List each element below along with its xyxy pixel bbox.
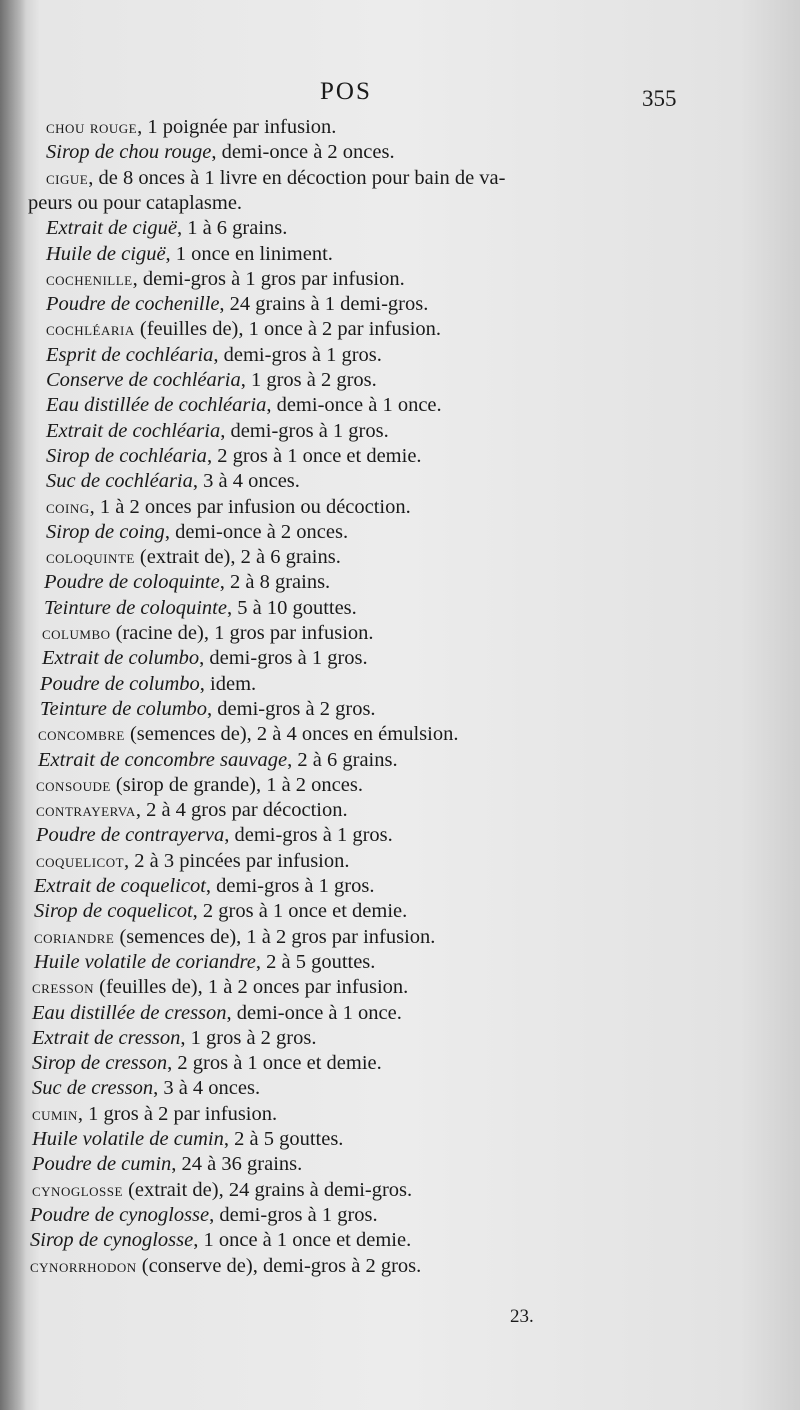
- text-line: [46, 114, 336, 140]
- preparation-name: Huile de ciguë: [46, 242, 166, 265]
- entry-headword: coquelicot: [36, 850, 125, 871]
- text-line: [46, 468, 300, 494]
- text-line: [46, 342, 382, 368]
- text-line: [42, 620, 374, 646]
- preparation-name: Suc de cochléaria: [46, 470, 193, 493]
- text-line: [40, 671, 256, 697]
- dosage-text: , 3 à 4 onces.: [192, 470, 300, 493]
- text-line: [46, 544, 341, 570]
- text-line: [46, 291, 428, 317]
- text-line: [32, 1025, 317, 1051]
- text-line: [32, 974, 408, 1000]
- text-line: [36, 797, 348, 823]
- entry-text: (extrait de), 24 grains à demi-gros.: [122, 1178, 413, 1201]
- text-line: [30, 1253, 421, 1279]
- preparation-name: Poudre de cynoglosse: [30, 1203, 210, 1226]
- preparation-name: Poudre de cochenille: [46, 293, 220, 316]
- entry-text: (semences de), 2 à 4 onces en émulsion.: [124, 723, 459, 746]
- text-line: [38, 721, 458, 747]
- entry-text: , 2 à 3 pincées par infusion.: [124, 849, 350, 872]
- dosage-text: , 1 gros à 2 gros.: [180, 1026, 317, 1049]
- text-line: [32, 1075, 260, 1101]
- preparation-name: Suc de cresson: [32, 1077, 154, 1100]
- entry-headword: cynoglosse: [32, 1179, 123, 1200]
- entry-headword: consoude: [36, 774, 111, 795]
- text-line: [34, 924, 435, 950]
- entry-headword: contrayerva: [36, 800, 136, 821]
- entry-headword: concombre: [38, 724, 125, 745]
- dosage-text: , demi-gros à 1 gros.: [213, 343, 382, 366]
- page-gutter-shadow: [0, 0, 26, 1410]
- dosage-text: , 2 gros à 1 once et demie.: [206, 444, 422, 467]
- text-line: [46, 215, 287, 241]
- entry-headword: cynorrhodon: [30, 1255, 137, 1276]
- entry-text: (feuilles de), 1 à 2 onces par infusion.: [94, 976, 409, 999]
- dosage-text: , 1 gros à 2 gros.: [240, 369, 377, 391]
- dosage-text: , 2 à 5 gouttes.: [223, 1128, 344, 1150]
- text-line: [32, 1126, 343, 1152]
- text-line: [40, 696, 376, 722]
- entry-headword: cresson: [32, 977, 95, 998]
- preparation-name: Eau distillée de cresson: [32, 1001, 227, 1024]
- dosage-text: , 2 gros à 1 once et demie.: [192, 900, 408, 923]
- text-line: [32, 1151, 302, 1177]
- entry-text: (extrait de), 2 à 6 grains.: [134, 546, 341, 569]
- preparation-name: Teinture de coloquinte: [44, 596, 227, 619]
- preparation-name: Sirop de cochléaria: [46, 444, 207, 467]
- text-line: [30, 1202, 378, 1228]
- text-line: [32, 1000, 402, 1026]
- text-line: [36, 848, 350, 874]
- text-line: [38, 747, 398, 773]
- text-line: [44, 569, 330, 595]
- entry-headword: coing: [46, 496, 90, 517]
- entry-headword: cochenille: [46, 268, 133, 289]
- text-line: [46, 392, 442, 418]
- text-line: [46, 367, 377, 393]
- preparation-name: Poudre de cumin: [32, 1153, 172, 1176]
- preparation-name: Poudre de coloquinte: [44, 571, 220, 594]
- text-line: [34, 873, 374, 899]
- preparation-name: Esprit de cochléaria: [46, 343, 214, 366]
- dosage-text: , 2 à 5 gouttes.: [255, 950, 376, 973]
- dosage-text: , demi-gros à 1 gros.: [220, 419, 389, 442]
- entry-text: (conserve de), demi-gros à 2 gros.: [136, 1254, 422, 1277]
- dosage-text: , demi-once à 2 onces.: [164, 520, 349, 543]
- entry-text: (semences de), 1 à 2 gros par infusion.: [114, 925, 436, 948]
- text-line: [46, 165, 505, 191]
- entry-text: , 1 gros à 2 par infusion.: [77, 1102, 278, 1125]
- text-line: [34, 949, 375, 975]
- text-line: [32, 1050, 382, 1076]
- text-line: [32, 1177, 412, 1203]
- preparation-name: Teinture de columbo: [40, 697, 208, 720]
- dosage-text: , 5 à 10 gouttes.: [226, 596, 357, 619]
- text-line: [34, 898, 407, 924]
- entry-text: , 1 à 2 onces par infusion ou décoction.: [89, 495, 411, 518]
- entry-headword: cumin: [32, 1103, 78, 1124]
- running-head: POS: [320, 78, 372, 105]
- dosage-text: , demi-gros à 1 gros.: [209, 1203, 378, 1226]
- entry-text: peurs ou pour cataplasme.: [28, 191, 243, 214]
- entry-text: (sirop de grande), 1 à 2 onces.: [110, 773, 363, 796]
- dosage-text: , 24 à 36 grains.: [171, 1153, 303, 1176]
- dosage-text: , idem.: [199, 672, 257, 695]
- entry-text: , de 8 onces à 1 livre en décoction pour bain de va-: [88, 166, 506, 189]
- text-line: [46, 241, 333, 267]
- text-line: [36, 772, 363, 798]
- page-number: 355: [642, 86, 677, 111]
- entry-headword: cochléaria: [46, 319, 135, 340]
- dosage-text: , demi-gros à 1 gros.: [224, 824, 393, 847]
- entry-text: , 1 poignée par infusion.: [137, 116, 337, 138]
- preparation-name: Poudre de columbo: [40, 672, 200, 695]
- entry-text: , demi-gros à 1 gros par infusion.: [132, 267, 405, 290]
- text-line: [42, 645, 368, 671]
- signature-mark: 23.: [510, 1306, 534, 1327]
- preparation-name: Sirop de cresson: [32, 1052, 168, 1075]
- dosage-text: , 2 à 6 grains.: [287, 748, 398, 771]
- entry-headword: cigue: [46, 167, 89, 188]
- preparation-name: Extrait de ciguë: [46, 217, 177, 240]
- preparation-name: Poudre de contrayerva: [36, 824, 225, 847]
- preparation-name: Extrait de cochléaria: [46, 419, 221, 442]
- text-line: [36, 822, 393, 848]
- text-line: [28, 190, 242, 216]
- preparation-name: Huile volatile de coriandre: [34, 950, 256, 973]
- dosage-text: , 3 à 4 onces.: [153, 1077, 261, 1100]
- entry-headword: chou rouge: [46, 117, 138, 137]
- dosage-text: , 24 grains à 1 demi-gros.: [219, 293, 429, 316]
- preparation-name: Extrait de coquelicot: [34, 875, 206, 897]
- entry-text: (racine de), 1 gros par infusion.: [110, 622, 374, 644]
- entry-text: (feuilles de), 1 once à 2 par infusion.: [134, 318, 442, 341]
- text-line: [46, 418, 389, 444]
- dosage-text: , demi-gros à 2 gros.: [207, 697, 376, 720]
- text-line: [46, 266, 405, 292]
- text-line: [46, 519, 348, 545]
- dosage-text: , 1 à 6 grains.: [176, 217, 288, 240]
- preparation-name: Sirop de chou rouge: [46, 141, 212, 164]
- entry-headword: coriandre: [34, 926, 115, 947]
- preparation-name: Sirop de cynoglosse: [30, 1229, 194, 1252]
- preparation-name: Extrait de columbo: [42, 647, 200, 670]
- text-line: [46, 139, 395, 165]
- preparation-name: Sirop de coquelicot: [34, 900, 193, 923]
- text-line: [46, 443, 422, 469]
- dosage-text: , demi-once à 1 once.: [266, 394, 442, 417]
- text-line: [32, 1101, 277, 1127]
- text-line: [46, 316, 441, 342]
- text-line: [44, 595, 357, 621]
- entry-headword: columbo: [42, 623, 111, 643]
- preparation-name: Conserve de cochléaria: [46, 369, 241, 391]
- dosage-text: , demi-gros à 1 gros.: [199, 647, 368, 670]
- preparation-name: Sirop de coing: [46, 520, 165, 543]
- dosage-text: , 2 à 8 grains.: [219, 571, 331, 594]
- dosage-text: , 2 gros à 1 once et demie.: [167, 1052, 382, 1075]
- entry-text: , 2 à 4 gros par décoction.: [135, 799, 348, 822]
- dosage-text: , demi-gros à 1 gros.: [205, 875, 375, 897]
- dosage-text: , 1 once à 1 once et demie.: [193, 1229, 412, 1252]
- preparation-name: Eau distillée de cochléaria: [46, 394, 267, 417]
- dosage-text: , demi-once à 2 onces.: [211, 141, 395, 164]
- dosage-text: , demi-once à 1 once.: [226, 1001, 402, 1024]
- entry-headword: coloquinte: [46, 547, 135, 568]
- text-line: [46, 494, 411, 520]
- preparation-name: Extrait de cresson: [32, 1026, 181, 1049]
- preparation-name: Huile volatile de cumin: [32, 1128, 224, 1150]
- dosage-text: , 1 once en liniment.: [165, 242, 333, 265]
- preparation-name: Extrait de concombre sauvage: [38, 748, 288, 771]
- text-line: [30, 1227, 411, 1253]
